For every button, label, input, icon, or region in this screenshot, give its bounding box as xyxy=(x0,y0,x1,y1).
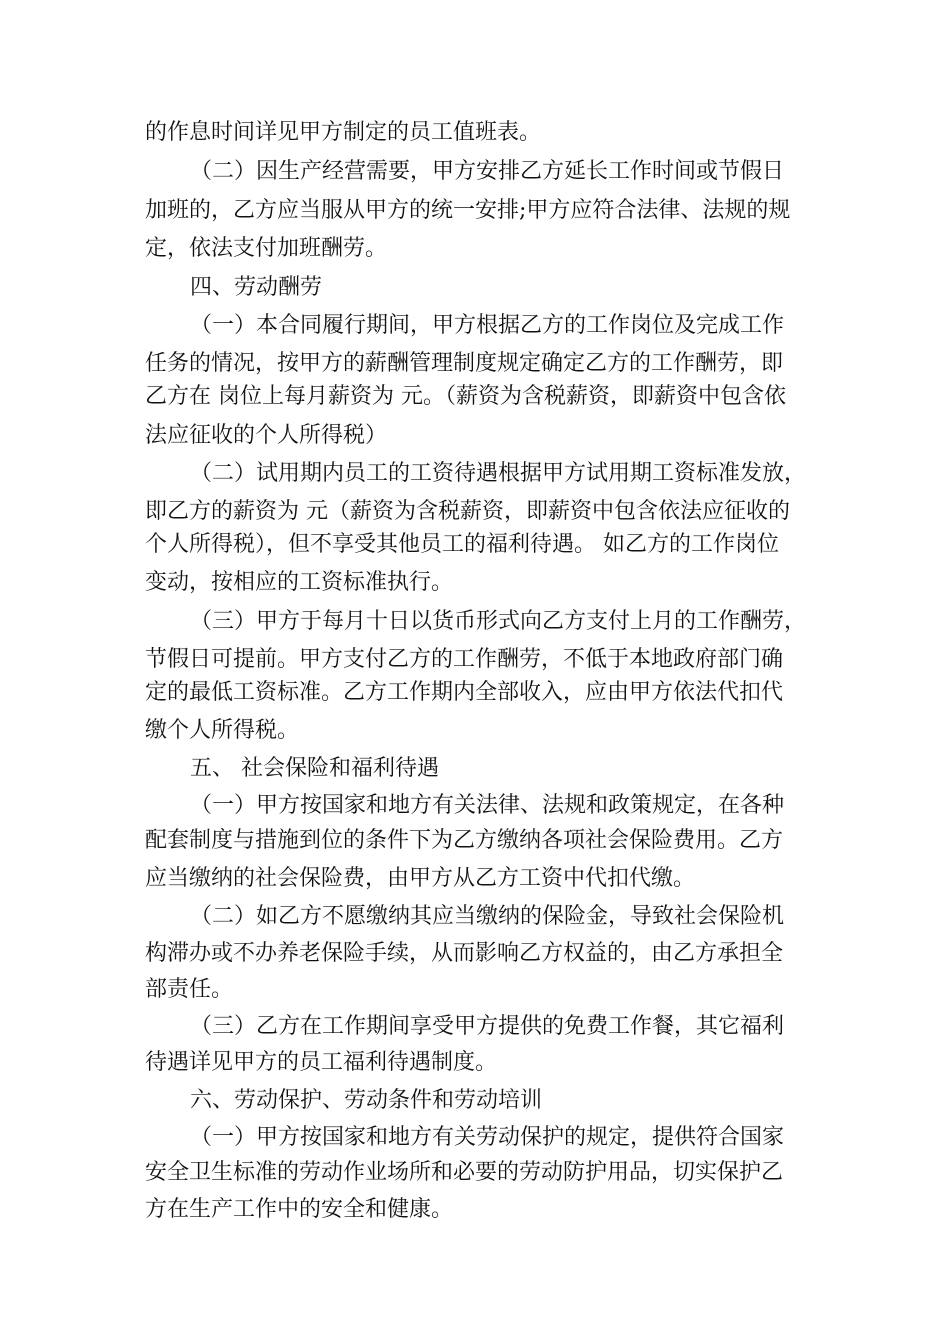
text-line: （一）本合同履行期间，甲方根据乙方的工作岗位及完成工作 xyxy=(190,313,785,338)
text-line: 乙方在 岗位上每月薪资为 元。（薪资为含税薪资，即薪资中包含依 xyxy=(145,384,786,409)
text-line: （二）试用期内员工的工资待遇根据甲方试用期工资标准发放， xyxy=(190,461,807,486)
section-heading: 四、劳动酬劳 xyxy=(190,275,323,300)
text-line: 个人所得税），但不享受其他员工的福利待遇。 如乙方的工作岗位 xyxy=(145,532,779,557)
text-line: 构滞办或不办养老保险手续，从而影响乙方权益的，由乙方承担全 xyxy=(145,941,784,966)
text-line: 配套制度与措施到位的条件下为乙方缴纳各项社会保险费用。乙方 xyxy=(145,828,784,853)
text-line: （三）甲方于每月十日以货币形式向乙方支付上月的工作酬劳， xyxy=(190,609,807,634)
text-line: 应当缴纳的社会保险费，由甲方从乙方工资中代扣代缴。 xyxy=(145,866,696,891)
section-heading: 五、 社会保险和福利待遇 xyxy=(190,756,439,781)
text-line: 定的最低工资标准。乙方工作期内全部收入，应由甲方依法代扣代 xyxy=(145,680,784,705)
text-line: 即乙方的薪资为 元（薪资为含税薪资，即薪资中包含依法应征收的 xyxy=(145,499,790,524)
text-line: 任务的情况，按甲方的薪酬管理制度规定确定乙方的工作酬劳，即 xyxy=(145,351,784,376)
text-line: （二）因生产经营需要，甲方安排乙方延长工作时间或节假日 xyxy=(190,159,785,184)
text-line: 缴个人所得税。 xyxy=(145,718,300,743)
section-heading: 六、劳动保护、劳动条件和劳动培训 xyxy=(190,1088,543,1113)
text-line: （一）甲方按国家和地方有关劳动保护的规定，提供符合国家 xyxy=(190,1125,785,1150)
text-line: 安全卫生标准的劳动作业场所和必要的劳动防护用品，切实保护乙 xyxy=(145,1160,784,1185)
text-line: 方在生产工作中的安全和健康。 xyxy=(145,1197,454,1222)
text-line: 法应征收的个人所得税） xyxy=(145,423,388,448)
text-line: （二）如乙方不愿缴纳其应当缴纳的保险金，导致社会保险机 xyxy=(190,904,785,929)
text-line: 的作息时间详见甲方制定的员工值班表。 xyxy=(145,120,542,145)
text-line: 加班的，乙方应当服从甲方的统一安排;甲方应符合法律、法规的规 xyxy=(145,198,791,223)
text-line: 定，依法支付加班酬劳。 xyxy=(145,236,388,261)
text-line: 待遇详见甲方的员工福利待遇制度。 xyxy=(145,1050,498,1075)
text-line: 节假日可提前。甲方支付乙方的工作酬劳，不低于本地政府部门确 xyxy=(145,647,784,672)
text-line: 部责任。 xyxy=(145,977,234,1002)
text-line: （三）乙方在工作期间享受甲方提供的免费工作餐，其它福利 xyxy=(190,1014,785,1039)
text-line: （一）甲方按国家和地方有关法律、法规和政策规定，在各种 xyxy=(190,793,785,818)
text-line: 变动，按相应的工资标准执行。 xyxy=(145,570,454,595)
